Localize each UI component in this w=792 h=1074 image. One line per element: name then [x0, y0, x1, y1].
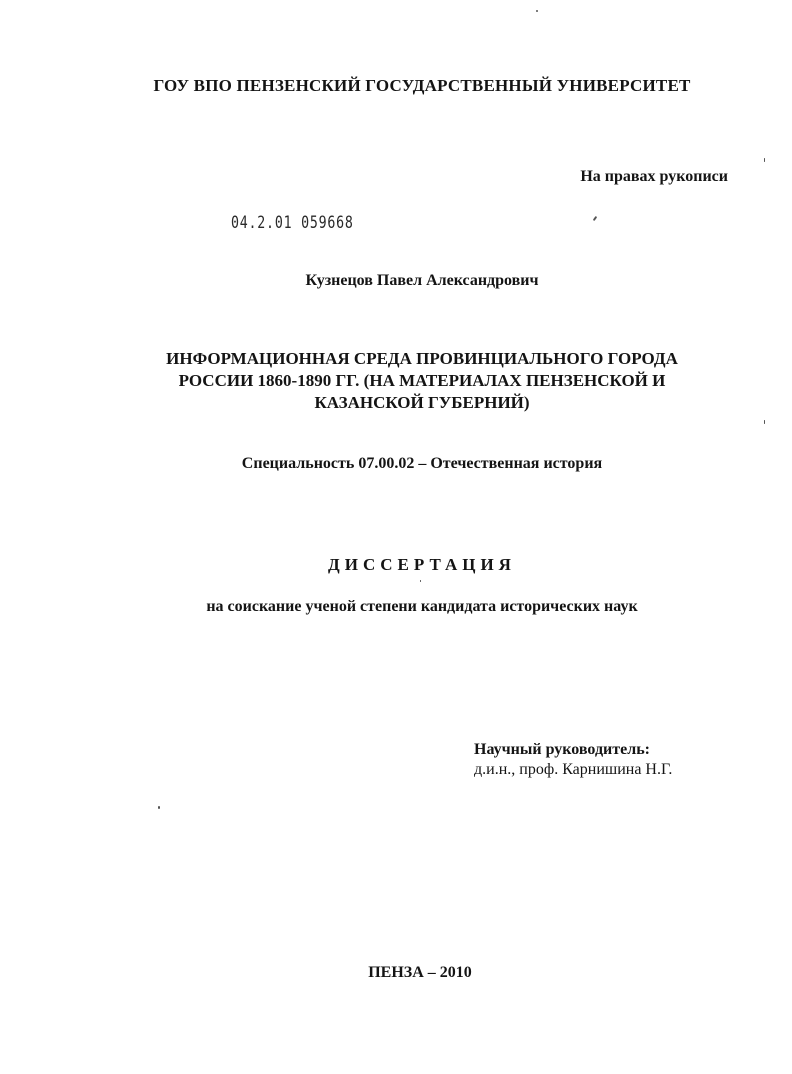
supervisor-name: д.и.н., проф. Карнишина Н.Г.: [474, 761, 673, 778]
author-name: Кузнецов Павел Александрович: [305, 272, 539, 289]
dissertation-title: [120, 348, 724, 414]
manuscript-note: На правах рукописи: [580, 168, 728, 185]
title-line-1: ИНФОРМАЦИОННАЯ СРЕДА ПРОВИНЦИАЛЬНОГО ГОРОДА: [166, 349, 678, 368]
scan-speck: [764, 158, 765, 162]
scan-speck: [158, 806, 160, 809]
scan-speck: [420, 580, 421, 582]
supervisor-block: [474, 740, 672, 780]
registration-stamp: 04.2.01 059668: [231, 213, 354, 233]
title-line-2: РОССИИ 1860-1890 ГГ. (НА МАТЕРИАЛАХ ПЕНЗЕНСКОЙ И: [178, 371, 666, 390]
scan-speck: [536, 10, 538, 12]
university-name: ГОУ ВПО ПЕНЗЕНСКИЙ ГОСУДАРСТВЕННЫЙ УНИВЕРСИТЕТ: [153, 76, 691, 95]
scan-speck: [764, 420, 765, 424]
degree-description: на соискание ученой степени кандидата исторических наук: [206, 598, 638, 615]
title-line-3: КАЗАНСКОЙ ГУБЕРНИЙ): [314, 393, 530, 412]
work-type: ДИССЕРТАЦИЯ: [328, 555, 516, 574]
scan-speck: [593, 216, 598, 221]
city-year: ПЕНЗА – 2010: [368, 964, 472, 981]
specialty: Специальность 07.00.02 – Отечественная история: [241, 455, 603, 472]
supervisor-label: Научный руководитель:: [474, 741, 650, 758]
